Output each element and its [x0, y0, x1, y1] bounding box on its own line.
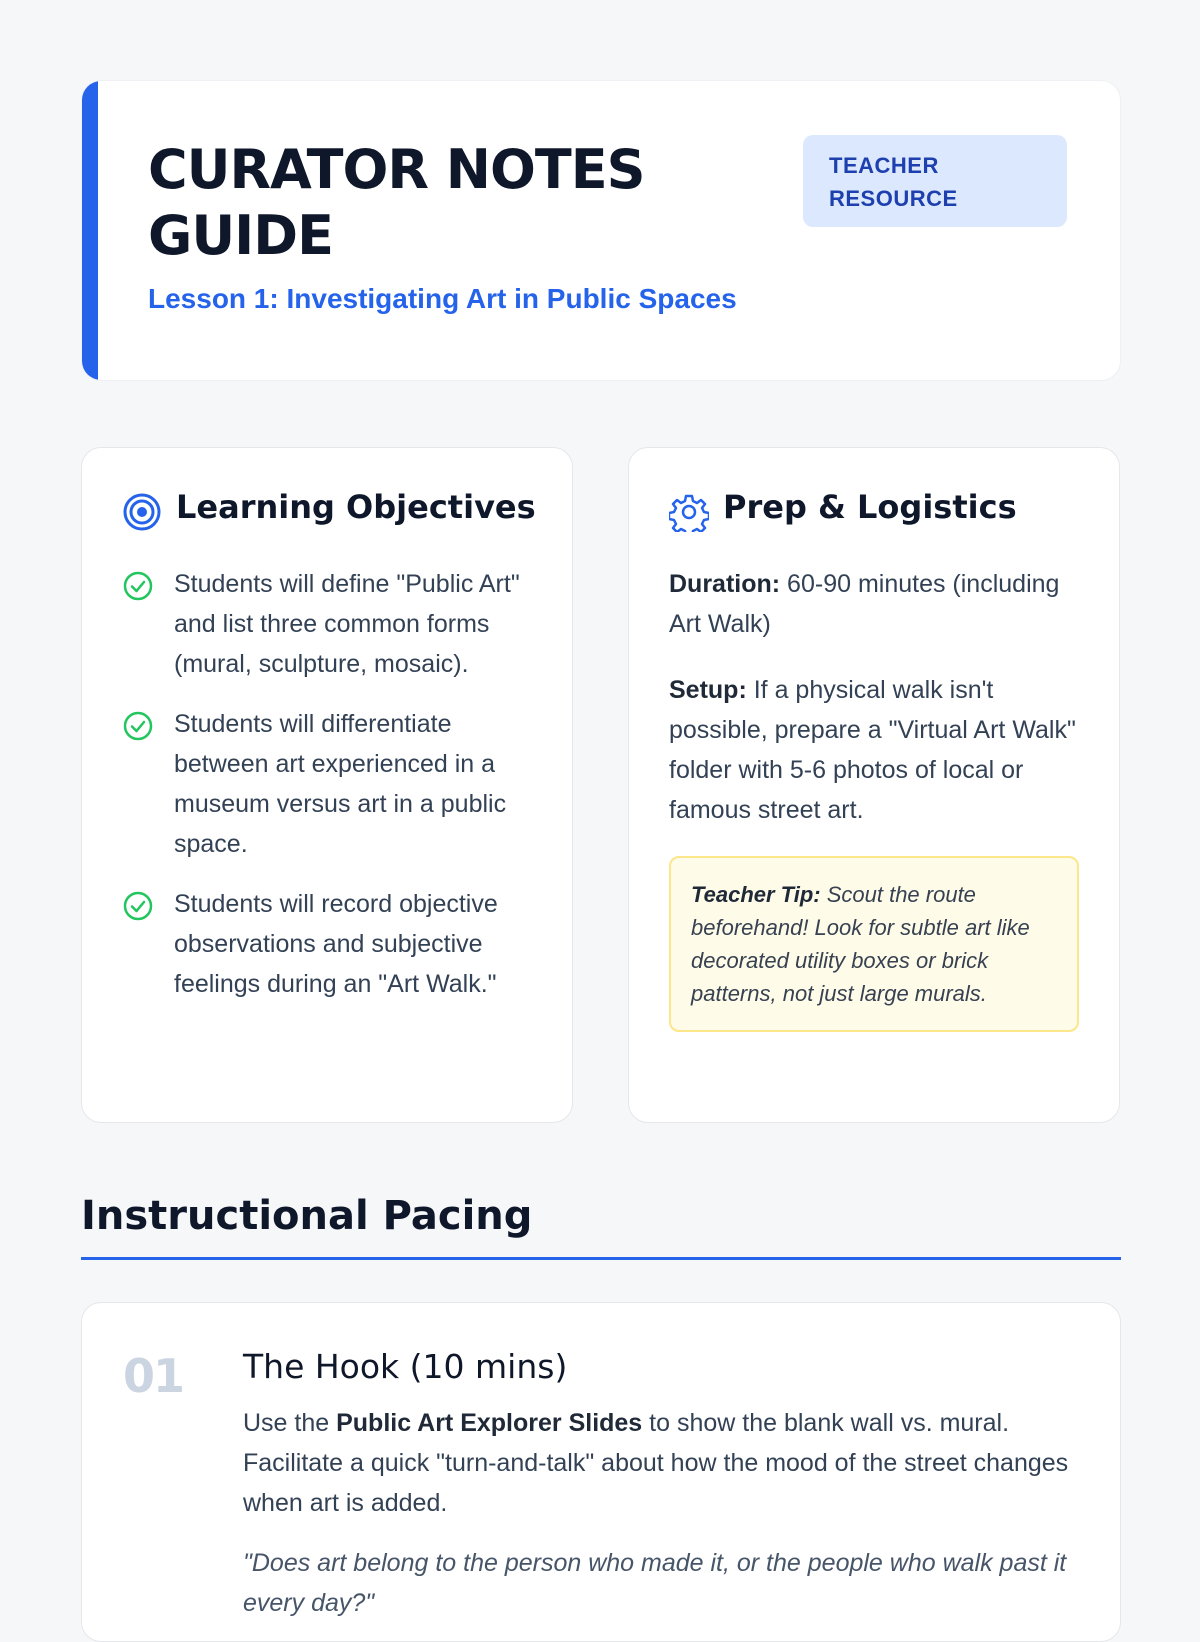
header-card [81, 80, 1121, 381]
teacher-tip-box [669, 856, 1079, 1032]
lesson-subtitle: Lesson 1: Investigating Art in Public Spaces [148, 283, 737, 314]
learning-objectives-card [81, 447, 573, 1123]
objective-text: Students will define "Public Art" and list three common forms (mural, sculpture, mosaic). [174, 570, 520, 678]
step-body-prefix: Use the [243, 1409, 337, 1437]
step-body-suffix: to show the blank wall vs. mural. Facilitate a quick "turn-and-talk" about how the mood of the street changes when art is added. [243, 1409, 1069, 1517]
setup-label: Setup: [669, 676, 747, 704]
objectives-list [122, 564, 542, 1024]
objective-text: Students will differentiate between art experienced in a museum versus art in a public space. [174, 710, 507, 858]
tip-text: Scout the route beforehand! Look for subtle art like decorated utility boxes or brick patterns, not just large murals. [691, 882, 1030, 1006]
header-accent-bar [82, 81, 98, 380]
setup-value: If a physical walk isn't possible, prepare a "Virtual Art Walk" folder with 5-6 photos of local or famous street art. [669, 676, 1076, 824]
page-title: CURATOR NOTES GUIDE [148, 138, 645, 267]
pacing-step-card [81, 1302, 1121, 1642]
step-number: 01 [123, 1349, 184, 1403]
section-heading: Instructional Pacing [81, 1193, 533, 1239]
prep-body [669, 564, 1089, 1032]
objective-text: Students will record objective observations and subjective feelings during an "Art Walk." [174, 890, 498, 998]
list-item [122, 884, 542, 1004]
step-title: The Hook (10 mins) [243, 1347, 568, 1386]
check-circle-icon [122, 890, 154, 922]
step-body [243, 1403, 1073, 1523]
duration-value: 60-90 minutes (including Art Walk) [669, 570, 1060, 638]
teacher-resource-badge: TEACHER RESOURCE [803, 135, 1067, 227]
prep-logistics-title: Prep & Logistics [723, 488, 1017, 526]
check-circle-icon [122, 570, 154, 602]
target-icon [122, 492, 162, 532]
list-item [122, 564, 542, 684]
tip-label: Teacher Tip: [691, 882, 821, 907]
prep-logistics-card [628, 447, 1120, 1123]
setup-line [669, 670, 1089, 830]
duration-line [669, 564, 1089, 644]
slides-link: Public Art Explorer Slides [336, 1409, 643, 1437]
gear-icon [669, 492, 709, 532]
list-item [122, 704, 542, 864]
discussion-quote: "Does art belong to the person who made it, or the people who walk past it every day?" [243, 1549, 1067, 1617]
duration-label: Duration: [669, 570, 781, 598]
section-divider [81, 1257, 1121, 1260]
check-circle-icon [122, 710, 154, 742]
learning-objectives-title: Learning Objectives [176, 488, 536, 526]
